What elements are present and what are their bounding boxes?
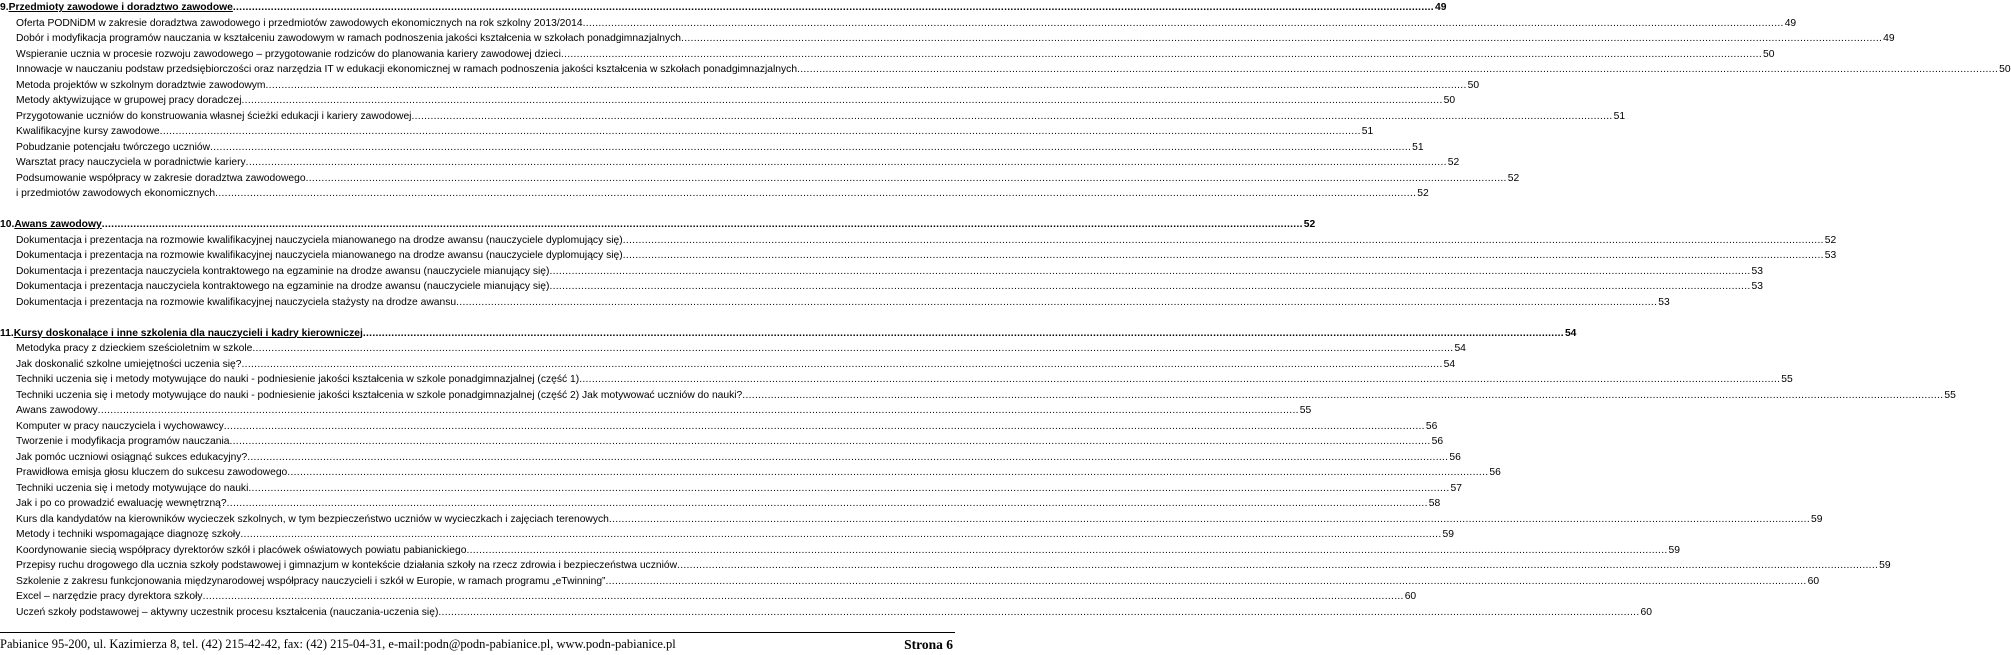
toc-entry[interactable] xyxy=(0,31,1895,47)
toc-entry-page-number: 60 xyxy=(1404,591,1417,602)
toc-entry-title: Oferta PODNiDM w zakresie doradztwa zawodowego i przedmiotów zawodowych ekonomicznych na rok szkolny 2013/2014 xyxy=(16,17,583,29)
toc-entry[interactable] xyxy=(0,527,1454,543)
toc-entry-page-number: 56 xyxy=(1425,420,1438,432)
toc-entry-title: Przepisy ruchu drogowego dla ucznia szkoły podstawowej i gimnazjum w kontekście działania szkoły na rzecz zdrowia i bezpieczeństwa uczniów xyxy=(16,560,678,571)
toc-entry-page-number: 52 xyxy=(1447,157,1460,168)
dot-leader xyxy=(287,465,1488,481)
toc-entry-page-number: 49 xyxy=(1883,33,1895,44)
toc-entry-title: Koordynowanie siecią współpracy dyrektorów szkół i placówek oświatowych powiatu pabianickiego xyxy=(16,544,467,556)
section-page-number: 49 xyxy=(1434,2,1447,13)
toc-entry[interactable] xyxy=(0,248,1837,264)
toc-entry[interactable] xyxy=(0,295,1670,311)
toc-entry-title: Pobudzanie potencjału twórczego uczniów xyxy=(16,141,211,153)
toc-entry-page-number: 53 xyxy=(1824,250,1837,261)
toc-entry[interactable] xyxy=(0,341,1466,357)
toc-entry[interactable] xyxy=(0,140,1424,156)
toc-entry-title: Metodyka pracy z dzieckiem sześcioletnim w szkole xyxy=(16,343,253,354)
toc-entry[interactable] xyxy=(0,47,1775,63)
toc-entry-title: Techniki uczenia się i metody motywujące do nauki - podniesienie jakości kształcenia w szkole ponadgimnazjalnej (część 1) xyxy=(16,374,580,385)
dot-leader xyxy=(561,47,1762,63)
toc-entry-title: Przygotowanie uczniów do konstruowania własnej ścieżki edukacji i kariery zawodowej xyxy=(16,110,412,122)
section-gap xyxy=(0,310,954,326)
section-items xyxy=(0,233,1837,311)
toc-entry[interactable] xyxy=(0,450,1461,466)
dot-leader xyxy=(549,279,1750,295)
dot-leader xyxy=(306,171,1507,187)
toc-entry-title: Techniki uczenia się i metody motywujące do nauki xyxy=(16,482,249,494)
page-number-label: Strona 6 xyxy=(904,637,953,652)
toc-entry-title: Kurs dla kandydatów na kierowników wycieczek szkolnych, w tym bezpieczeństwo uczniów w wycieczkach i zajęciach terenowych xyxy=(16,513,609,525)
toc-section-heading[interactable] xyxy=(0,217,1316,233)
dot-leader xyxy=(438,605,1639,621)
dot-leader xyxy=(411,109,1612,125)
toc-entry-page-number: 51 xyxy=(1613,110,1626,122)
toc-entry-title: i przedmiotów zawodowych ekonomicznych xyxy=(16,188,216,199)
toc-entry[interactable] xyxy=(0,186,1429,202)
toc-entry[interactable] xyxy=(0,264,1764,280)
toc-entry-page-number: 60 xyxy=(1640,606,1652,618)
page-footer xyxy=(0,637,953,653)
toc-entry-page-number: 50 xyxy=(1999,64,2011,75)
toc-entry-page-number: 53 xyxy=(1658,296,1670,308)
toc-entry[interactable] xyxy=(0,465,1501,481)
toc-entry-page-number: 59 xyxy=(1811,513,1823,525)
toc-entry-title: Dokumentacja i prezentacja nauczyciela kontraktowego na egzaminie na drodze awansu (nauczyciele mianujący się) xyxy=(16,281,550,292)
toc-entry-title: Podsumowanie współpracy w zakresie doradztwa zawodowego xyxy=(16,172,306,184)
section-number: 11. xyxy=(0,327,14,339)
toc-entry[interactable] xyxy=(0,388,1956,404)
toc-entry[interactable] xyxy=(0,171,1520,187)
toc-entry[interactable] xyxy=(0,16,1797,32)
dot-leader xyxy=(246,155,1447,171)
section-title: Awans zawodowy xyxy=(14,219,102,230)
footer-divider xyxy=(0,632,955,633)
toc-entry-title: Metody i techniki wspomagające diagnozę szkoły xyxy=(16,529,241,540)
toc-entry-title: Jak doskonalić szkolne umiejętności uczenia się? xyxy=(16,358,242,370)
toc-entry-page-number: 59 xyxy=(1879,560,1891,571)
toc-entry[interactable] xyxy=(0,403,1312,419)
section-gap xyxy=(0,202,954,218)
section-title: Przedmioty zawodowe i doradztwo zawodowe xyxy=(8,2,233,13)
toc-entry-page-number: 54 xyxy=(1443,358,1456,370)
dot-leader xyxy=(98,403,1299,419)
dot-leader xyxy=(224,419,1425,435)
section-page-number: 54 xyxy=(1564,327,1577,339)
dot-leader xyxy=(466,543,1667,559)
toc-entry-page-number: 52 xyxy=(1417,188,1429,199)
toc-entry[interactable] xyxy=(0,558,1891,574)
dot-leader xyxy=(210,140,1411,156)
toc-entry[interactable] xyxy=(0,109,1626,125)
toc-entry-page-number: 55 xyxy=(1781,374,1793,385)
section-number: 9. xyxy=(0,2,9,13)
toc-entry-page-number: 53 xyxy=(1751,281,1764,292)
toc-entry-page-number: 50 xyxy=(1467,79,1480,91)
toc-entry-page-number: 54 xyxy=(1454,343,1466,354)
toc-entry[interactable] xyxy=(0,543,1681,559)
toc-entry-title: Tworzenie i modyfikacja programów nauczania xyxy=(16,436,230,447)
toc-entry-page-number: 56 xyxy=(1431,436,1444,447)
toc-entry[interactable] xyxy=(0,233,1837,249)
toc-entry-title: Dokumentacja i prezentacja na rozmowie kwalifikacyjnej nauczyciela mianowanego na drodze awansu (nauczyciele dyplomujący się) xyxy=(16,250,623,261)
toc-entry-title: Dokumentacja i prezentacja na rozmowie kwalifikacyjnej nauczyciela stażysty na drodze awansu xyxy=(16,296,457,308)
toc-entry-title: Prawidłowa emisja głosu kluczem do sukcesu zawodowego xyxy=(16,467,288,478)
toc-entry-title: Komputer w pracy nauczyciela i wychowawcy xyxy=(16,420,224,432)
section-items xyxy=(0,16,2011,202)
toc-section-heading[interactable] xyxy=(0,0,1447,16)
dot-leader xyxy=(681,31,1882,47)
toc-entry-title: Dokumentacja i prezentacja na rozmowie kwalifikacyjnej nauczyciela mianowanego na drodze awansu (nauczyciele dyplomujący się) xyxy=(16,234,623,246)
dot-leader xyxy=(363,326,1564,342)
toc-entry[interactable] xyxy=(0,155,1460,171)
dot-leader xyxy=(215,186,1416,202)
toc-entry-page-number: 56 xyxy=(1449,451,1461,463)
dot-leader xyxy=(456,295,1657,311)
toc-entry-title: Szkolenie z zakresu funkcjonowania międzynarodowej współpracy nauczycieli i szkół w Europie, w ramach programu „eTwinning” xyxy=(16,575,606,587)
toc-entry[interactable] xyxy=(0,496,1441,512)
toc-entry[interactable] xyxy=(0,78,1480,94)
toc-entry-page-number: 57 xyxy=(1450,482,1462,494)
toc-entry-title: Innowacje w nauczaniu podstaw przedsiębiorczości oraz narzędzia IT w edukacji ekonomicznej w ramach podnoszenia jakości kształcenia w szkołach ponadgimnazjalnych xyxy=(16,64,798,75)
toc-entry[interactable] xyxy=(0,605,1652,621)
toc-entry[interactable] xyxy=(0,372,1793,388)
toc-entry-page-number: 59 xyxy=(1442,529,1454,540)
dot-leader xyxy=(102,217,1303,233)
dot-leader xyxy=(266,78,1467,94)
toc-entry-title: Jak pomóc uczniowi osiągnąć sukces edukacyjny? xyxy=(16,451,248,463)
dot-leader xyxy=(605,574,1806,590)
toc-entry-page-number: 51 xyxy=(1412,141,1424,153)
footer-address: Pabianice 95-200, ul. Kazimierza 8, tel. (42) 215-42-42, fax: (42) 215-04-31, e-mail:podn@podn-pabianice.pl, www.podn-pabianice.pl xyxy=(0,637,676,651)
toc-entry-page-number: 52 xyxy=(1824,234,1837,246)
dot-leader xyxy=(240,527,1441,543)
toc-entry-title: Dobór i modyfikacja programów nauczania w kształceniu zawodowym w ramach podnoszenia jakości kształcenia w szkołach ponadgimnazjalnych xyxy=(16,33,682,44)
dot-leader xyxy=(609,512,1810,528)
toc-entry[interactable] xyxy=(0,419,1438,435)
section-items xyxy=(0,341,1956,620)
dot-leader xyxy=(229,434,1430,450)
toc-entry-page-number: 55 xyxy=(1299,405,1312,416)
dot-leader xyxy=(160,124,1361,140)
toc-entry[interactable] xyxy=(0,62,2011,78)
dot-leader xyxy=(742,388,1943,404)
dot-leader xyxy=(252,341,1453,357)
toc-entry[interactable] xyxy=(0,93,1456,109)
toc-entry[interactable] xyxy=(0,357,1456,373)
toc-entry-title: Jak i po co prowadzić ewaluację wewnętrzną? xyxy=(16,498,227,509)
toc-entry-page-number: 59 xyxy=(1668,544,1681,556)
toc-entry-page-number: 51 xyxy=(1361,126,1374,137)
toc-section-heading[interactable] xyxy=(0,326,1577,342)
toc-entry-page-number: 55 xyxy=(1944,389,1956,401)
toc-entry[interactable] xyxy=(0,481,1462,497)
toc-entry-title: Metody aktywizujące w grupowej pracy doradczej xyxy=(16,95,242,106)
toc-entry-page-number: 60 xyxy=(1807,575,1820,587)
toc-entry-page-number: 56 xyxy=(1489,467,1501,478)
toc-entry-title: Warsztat pracy nauczyciela w poradnictwie kariery xyxy=(16,157,246,168)
dot-leader xyxy=(623,248,1824,264)
toc-entry[interactable] xyxy=(0,512,1823,528)
toc-entry[interactable] xyxy=(0,279,1764,295)
toc-entry-title: Dokumentacja i prezentacja nauczyciela kontraktowego na egzaminie na drodze awansu (nauczyciele mianujący się) xyxy=(16,265,550,277)
dot-leader xyxy=(797,62,1998,78)
toc-entry-title: Wspieranie ucznia w procesie rozwoju zawodowego – przygotowanie rodziców do planowania kariery zawodowej dzieci xyxy=(16,48,561,60)
dot-leader xyxy=(247,450,1448,466)
toc-entry-title: Metoda projektów w szkolnym doradztwie zawodowym xyxy=(16,79,266,91)
section-title: Kursy doskonalące i inne szkolenia dla nauczycieli i kadry kierowniczej xyxy=(13,327,363,339)
toc-entry-title: Techniki uczenia się i metody motywujące do nauki - podniesienie jakości kształcenia w szkole ponadgimnazjalnej (część 2) Jak motywować uczniów do nauki? xyxy=(16,389,743,401)
toc-entry-page-number: 52 xyxy=(1507,172,1520,184)
toc-entry-page-number: 58 xyxy=(1428,498,1441,509)
section-page-number: 52 xyxy=(1303,219,1316,230)
dot-leader xyxy=(242,93,1443,109)
toc-entry-title: Uczeń szkoły podstawowej – aktywny uczestnik procesu kształcenia (nauczania-uczenia się) xyxy=(16,606,439,618)
toc-entry-page-number: 50 xyxy=(1762,48,1775,60)
dot-leader xyxy=(677,558,1878,574)
toc-entry-title: Excel – narzędzie pracy dyrektora szkoły xyxy=(16,591,203,602)
toc-entry[interactable] xyxy=(0,574,1820,590)
dot-leader xyxy=(549,264,1750,280)
toc-entry-page-number: 53 xyxy=(1751,265,1764,277)
toc-entry[interactable] xyxy=(0,434,1444,450)
dot-leader xyxy=(579,372,1780,388)
toc-entry-page-number: 49 xyxy=(1784,17,1797,29)
toc-entry-page-number: 50 xyxy=(1443,95,1456,106)
dot-leader xyxy=(242,357,1443,373)
dot-leader xyxy=(583,16,1784,32)
toc-entry[interactable] xyxy=(0,124,1374,140)
toc-entry-title: Awans zawodowy xyxy=(16,405,98,416)
toc-entry-title: Kwalifikacyjne kursy zawodowe xyxy=(16,126,160,137)
dot-leader xyxy=(227,496,1428,512)
dot-leader xyxy=(203,589,1404,605)
dot-leader xyxy=(623,233,1824,249)
section-number: 10. xyxy=(0,219,15,230)
dot-leader xyxy=(233,0,1434,16)
dot-leader xyxy=(248,481,1449,497)
toc-entry[interactable] xyxy=(0,589,1417,605)
